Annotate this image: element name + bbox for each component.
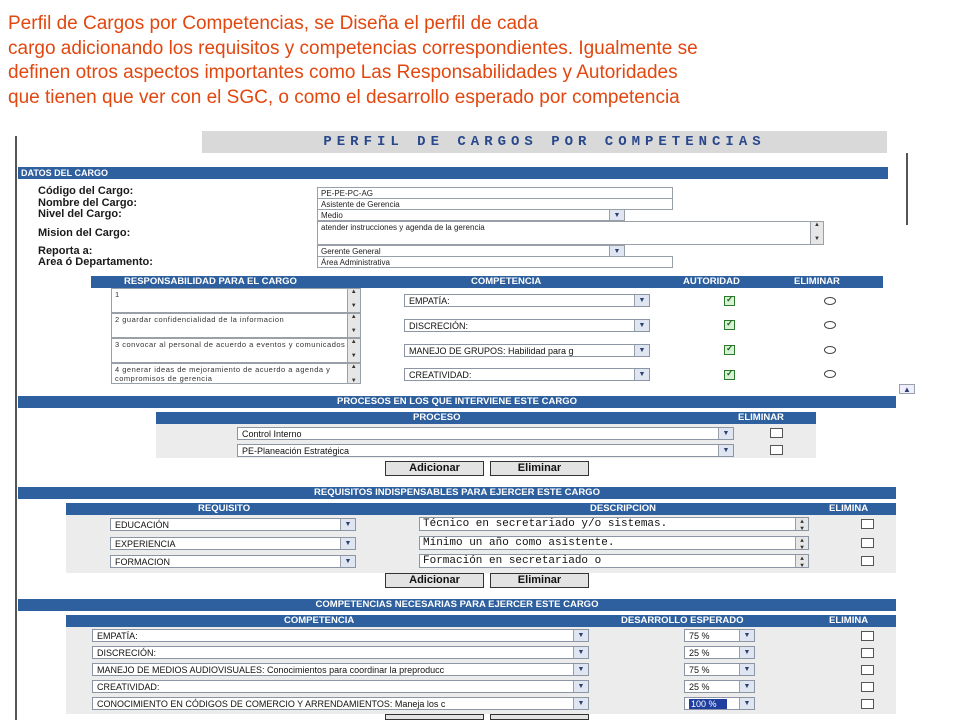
responsabilidad-text: 4 generar ideas de mejoramiento de acuerdo a agenda y compromisos de gerencia	[115, 365, 331, 383]
competencias-title: COMPETENCIAS NECESARIAS PARA EJERCER ESTE CARGO	[315, 599, 599, 610]
scroll-arrows-icon[interactable]: ▲ ▼	[347, 364, 360, 383]
desarrollo-select[interactable]	[684, 629, 755, 642]
competencia-value: EMPATÍA:	[409, 296, 450, 306]
chevron-down-icon: ▼	[718, 428, 733, 439]
col-proceso: PROCESO	[413, 412, 461, 423]
chevron-down-icon: ▼	[609, 210, 624, 220]
proceso-select[interactable]	[237, 444, 734, 457]
label-nombre: Nombre del Cargo:	[38, 197, 138, 209]
descripcion-value: Formación en secretariado o	[423, 555, 602, 567]
desarrollo-select[interactable]	[684, 680, 755, 693]
eliminar-checkbox[interactable]	[770, 445, 783, 455]
competencia-value: DISCRECIÓN:	[409, 321, 469, 331]
descripcion-textarea[interactable]	[419, 554, 809, 568]
mision-textarea[interactable]	[317, 221, 824, 245]
label-mision: Mision del Cargo:	[38, 227, 131, 239]
codigo-value: PE-PE-PC-AG	[321, 189, 374, 198]
chevron-down-icon: ▼	[634, 295, 649, 306]
eliminar-button[interactable]	[490, 714, 589, 720]
chevron-down-icon: ▼	[573, 681, 588, 692]
chevron-down-icon: ▼	[634, 345, 649, 356]
form-title: PERFIL DE CARGOS POR COMPETENCIAS	[323, 134, 766, 150]
col-requisito: REQUISITO	[198, 503, 251, 514]
competencia-select[interactable]	[404, 319, 650, 332]
chevron-down-icon: ▼	[739, 630, 754, 641]
scroll-up-icon[interactable]: ▲	[899, 384, 915, 394]
label-codigo: Código del Cargo:	[38, 185, 134, 197]
eliminar-radio[interactable]	[824, 297, 836, 305]
responsabilidad-textarea[interactable]	[111, 363, 361, 384]
scroll-arrows-icon[interactable]: ▲ ▼	[810, 222, 823, 244]
col-eliminar: ELIMINA	[829, 503, 869, 514]
chevron-down-icon: ▼	[634, 369, 649, 380]
responsabilidad-text: 2 guardar confidencialidad de la informacion	[115, 315, 285, 324]
chevron-down-icon: ▼	[718, 445, 733, 456]
procesos-title: PROCESOS EN LOS QUE INTERVIENE ESTE CARGO	[336, 396, 577, 407]
responsabilidad-textarea[interactable]	[111, 313, 361, 338]
scroll-arrows-icon[interactable]: ▲ ▼	[347, 339, 360, 362]
descripcion-value: Técnico en secretariado y/o sistemas.	[423, 518, 668, 530]
eliminar-checkbox[interactable]	[861, 699, 874, 709]
responsabilidad-text: 3 convocar al personal de acuerdo a eventos y comunicados	[115, 340, 346, 349]
descripcion-textarea[interactable]	[419, 517, 809, 531]
caption-line: definen otros aspectos importantes como Las Responsabilidades y Autoridades	[8, 62, 678, 83]
desarrollo-select[interactable]	[684, 697, 755, 710]
nivel-select[interactable]	[317, 209, 625, 221]
competencia-value: DISCRECIÓN:	[97, 648, 157, 658]
requisito-value: EDUCACIÓN	[115, 520, 170, 530]
desarrollo-value: 100 %	[689, 699, 727, 709]
desarrollo-value: 75 %	[689, 665, 710, 675]
competencia-value: CREATIVIDAD:	[409, 370, 472, 380]
requisitos-col-header	[66, 503, 896, 515]
competencia-value: MANEJO DE MEDIOS AUDIOVISUALES: Conocimientos para coordinar la preproducc	[97, 665, 445, 675]
chevron-down-icon: ▼	[634, 320, 649, 331]
procesos-col-header	[156, 412, 816, 424]
col-autoridad: AUTORIDAD	[683, 276, 740, 287]
desarrollo-value: 75 %	[689, 631, 710, 641]
competencia-value: CONOCIMIENTO EN CÓDIGOS DE COMERCIO Y ARRENDAMIENTOS: Maneja los c	[97, 699, 446, 709]
eliminar-checkbox[interactable]	[861, 648, 874, 658]
datos-header: DATOS DEL CARGO	[18, 167, 888, 179]
label-reporta: Reporta a:	[38, 245, 93, 257]
competencia-select[interactable]	[92, 680, 589, 693]
desarrollo-value: 25 %	[689, 682, 710, 692]
desarrollo-select[interactable]	[684, 646, 755, 659]
form-title-bar	[202, 131, 887, 153]
eliminar-checkbox[interactable]	[861, 682, 874, 692]
chevron-down-icon: ▼	[573, 630, 588, 641]
chevron-down-icon: ▼	[573, 647, 588, 658]
competencia-select[interactable]	[92, 697, 589, 710]
label-nivel: Nivel del Cargo:	[38, 208, 122, 220]
caption	[8, 12, 953, 110]
requisito-value: EXPERIENCIA	[115, 539, 176, 549]
competencia-select[interactable]	[92, 646, 589, 659]
scroll-arrows-icon[interactable]: ▲ ▼	[795, 518, 808, 530]
competencias-col-header	[66, 615, 896, 627]
chevron-down-icon: ▼	[609, 246, 624, 256]
chevron-down-icon: ▼	[340, 519, 355, 530]
requisitos-title: REQUISITOS INDISPENSABLES PARA EJERCER ESTE CARGO	[314, 487, 600, 498]
chevron-down-icon: ▼	[739, 698, 754, 709]
mision-value: atender instrucciones y agenda de la gerencia	[321, 223, 485, 232]
eliminar-radio[interactable]	[824, 370, 836, 378]
col-desarrollo: DESARROLLO ESPERADO	[621, 615, 744, 626]
responsabilidad-text: 1	[115, 290, 120, 299]
requisitos-header	[18, 487, 896, 499]
col-eliminar: ELIMINA	[829, 615, 869, 626]
autoridad-checkbox[interactable]	[724, 345, 735, 355]
chevron-down-icon: ▼	[739, 647, 754, 658]
label-area: Area ó Departamento:	[38, 256, 153, 268]
responsabilidad-textarea[interactable]	[111, 288, 361, 313]
nivel-value: Medio	[321, 211, 343, 220]
descripcion-textarea[interactable]	[419, 536, 809, 550]
adicionar-button[interactable]: Adicionar	[385, 461, 484, 476]
proceso-select[interactable]	[237, 427, 734, 440]
area-value: Área Administrativa	[321, 258, 390, 267]
reporta-value: Gerente General	[321, 247, 381, 256]
nombre-value: Asistente de Gerencia	[321, 200, 400, 209]
competencias-header	[18, 599, 896, 611]
descripcion-value: Mínimo un año como asistente.	[423, 537, 615, 549]
eliminar-checkbox[interactable]	[861, 519, 874, 529]
adicionar-button[interactable]: Adicionar	[385, 573, 484, 588]
eliminar-radio[interactable]	[824, 346, 836, 354]
requisito-select[interactable]	[110, 518, 356, 531]
autoridad-checkbox[interactable]	[724, 370, 735, 380]
scroll-arrows-icon[interactable]: ▲ ▼	[347, 314, 360, 337]
scroll-arrows-icon[interactable]: ▲ ▼	[795, 555, 808, 567]
eliminar-checkbox[interactable]	[861, 556, 874, 566]
responsabilidad-textarea[interactable]	[111, 338, 361, 363]
autoridad-checkbox[interactable]	[724, 320, 735, 330]
competencia-value: EMPATÍA:	[97, 631, 138, 641]
eliminar-checkbox[interactable]	[861, 538, 874, 548]
caption-line: que tienen que ver con el SGC, o como el desarrollo esperado por competencia	[8, 86, 680, 108]
desarrollo-select[interactable]	[684, 663, 755, 676]
eliminar-checkbox[interactable]	[861, 631, 874, 641]
col-responsabilidad: RESPONSABILIDAD PARA EL CARGO	[124, 276, 297, 287]
eliminar-checkbox[interactable]	[861, 665, 874, 675]
frame-border	[15, 136, 17, 720]
caption-line: cargo adicionando los requisitos y competencias correspondientes. Igualmente se	[8, 37, 698, 59]
proceso-value: Control Interno	[242, 429, 302, 439]
competencia-select[interactable]	[92, 629, 589, 642]
col-competencia: COMPETENCIA	[284, 615, 355, 626]
chevron-down-icon: ▼	[573, 664, 588, 675]
competencia-select[interactable]	[404, 294, 650, 307]
requisito-select[interactable]	[110, 537, 356, 550]
col-eliminar: ELIMINAR	[738, 412, 784, 423]
procesos-header	[18, 396, 896, 408]
requisito-select[interactable]	[110, 555, 356, 568]
eliminar-checkbox[interactable]	[770, 428, 783, 438]
competencia-select[interactable]	[404, 368, 650, 381]
frame-edge	[906, 153, 908, 225]
chevron-down-icon: ▼	[340, 556, 355, 567]
desarrollo-value: 25 %	[689, 648, 710, 658]
chevron-down-icon: ▼	[739, 681, 754, 692]
chevron-down-icon: ▼	[573, 698, 588, 709]
col-eliminar: ELIMINAR	[794, 276, 840, 287]
chevron-down-icon: ▼	[340, 538, 355, 549]
competencia-value: MANEJO DE GRUPOS: Habilidad para g	[409, 346, 574, 356]
caption-line: Perfil de Cargos por Competencias, se Diseña el perfil de cada	[8, 13, 539, 34]
responsabilidades-header	[91, 276, 883, 288]
col-competencia: COMPETENCIA	[471, 276, 542, 287]
competencia-value: CREATIVIDAD:	[97, 682, 160, 692]
competencia-select[interactable]	[404, 344, 650, 357]
proceso-value: PE-Planeación Estratégica	[242, 446, 350, 456]
requisito-value: FORMACION	[115, 557, 170, 567]
eliminar-button[interactable]: Eliminar	[490, 461, 589, 476]
competencia-select[interactable]	[92, 663, 589, 676]
scroll-arrows-icon[interactable]: ▲ ▼	[347, 289, 360, 312]
scroll-arrows-icon[interactable]: ▲ ▼	[795, 537, 808, 549]
eliminar-radio[interactable]	[824, 321, 836, 329]
adicionar-button[interactable]	[385, 714, 484, 720]
area-input[interactable]	[317, 256, 673, 268]
autoridad-checkbox[interactable]	[724, 296, 735, 306]
col-descripcion: DESCRIPCION	[590, 503, 656, 514]
chevron-down-icon: ▼	[739, 664, 754, 675]
eliminar-button[interactable]: Eliminar	[490, 573, 589, 588]
